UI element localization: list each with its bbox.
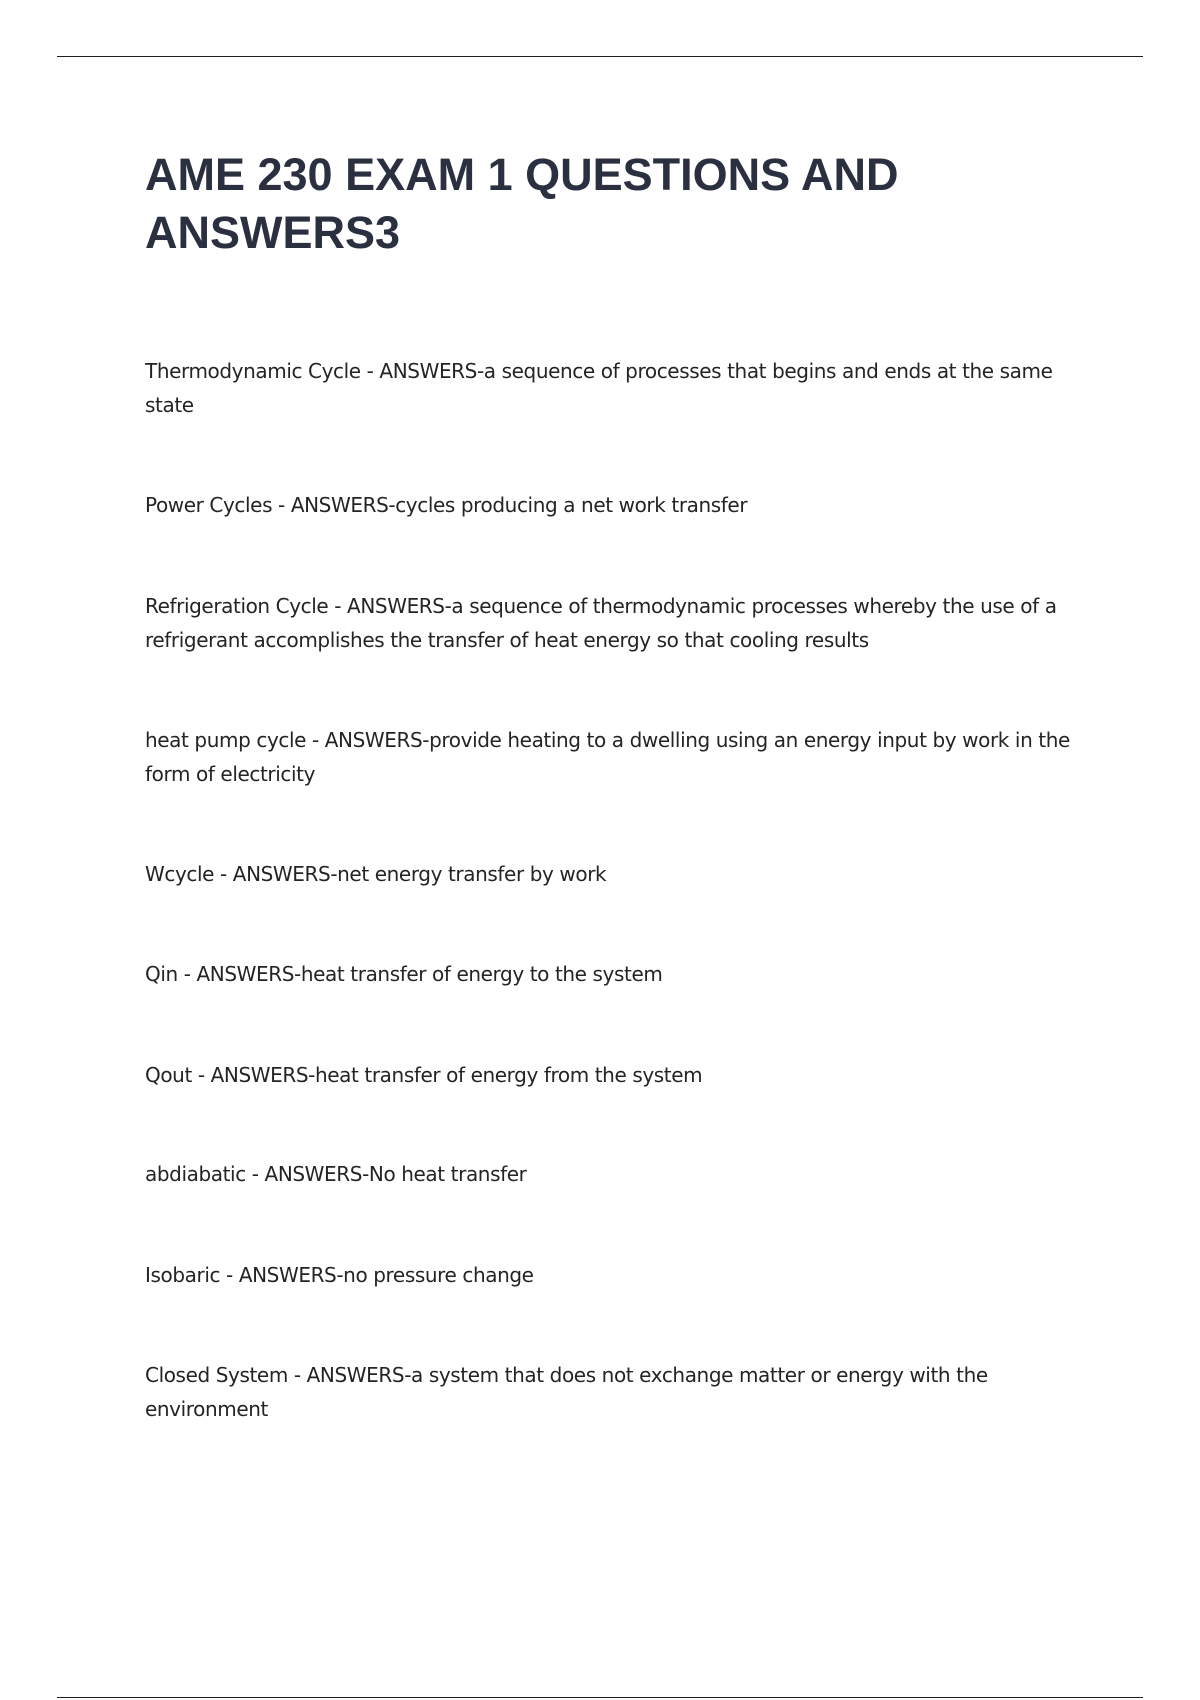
qa-entry: Thermodynamic Cycle - ANSWERS-a sequence of processes that begins and ends at the same state <box>145 359 1053 417</box>
qa-entry: Qout - ANSWERS-heat transfer of energy from the system <box>145 1063 703 1087</box>
qa-entry: heat pump cycle - ANSWERS-provide heating to a dwelling using an energy input by work in the form of electricity <box>145 728 1070 786</box>
qa-entry: abdiabatic - ANSWERS-No heat transfer <box>145 1162 527 1186</box>
qa-entry: Power Cycles - ANSWERS-cycles producing a net work transfer <box>145 493 748 517</box>
bottom-rule <box>57 1697 1143 1698</box>
qa-entry: Qin - ANSWERS-heat transfer of energy to the system <box>145 962 663 986</box>
top-rule <box>57 56 1143 57</box>
qa-entry: Refrigeration Cycle - ANSWERS-a sequence of thermodynamic processes whereby the use of a refrigerant accomplishes the transfer of heat energy so that cooling results <box>145 594 1057 652</box>
qa-entry: Isobaric - ANSWERS-no pressure change <box>145 1263 534 1287</box>
qa-entry: Closed System - ANSWERS-a system that does not exchange matter or energy with the environment <box>145 1363 988 1421</box>
qa-entry: Wcycle - ANSWERS-net energy transfer by work <box>145 862 607 886</box>
page-title: AME 230 EXAM 1 QUESTIONS AND ANSWERS3 <box>145 149 899 258</box>
